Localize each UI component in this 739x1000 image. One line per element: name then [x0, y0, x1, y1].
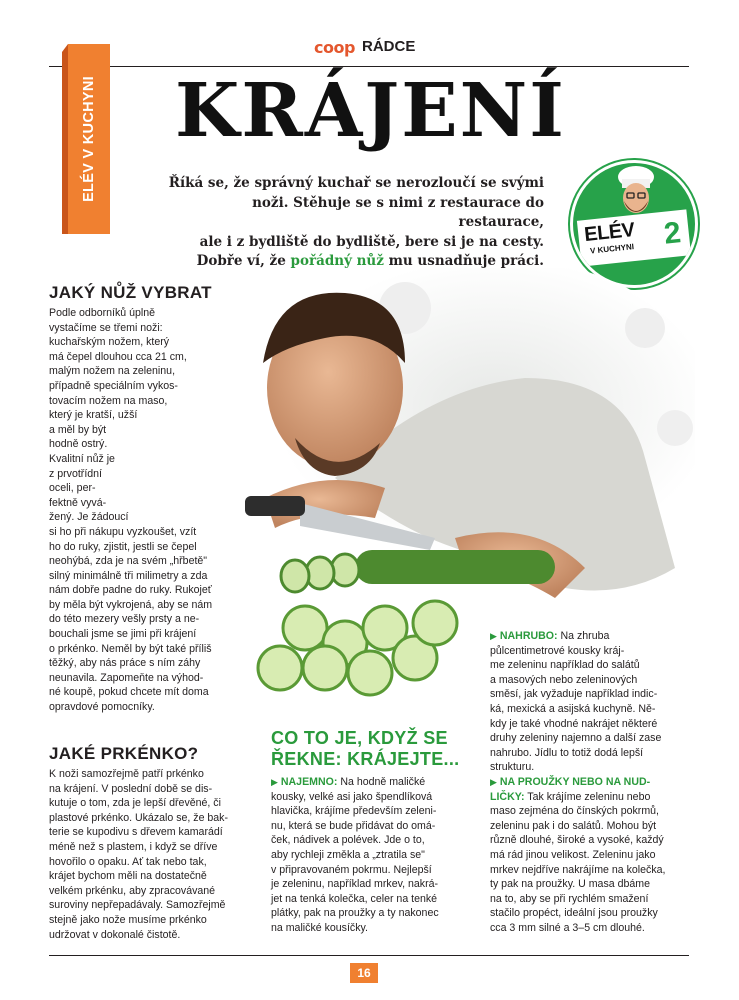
body-line: hodně ostrý.: [49, 438, 108, 451]
body-line: těžký, aby nás práce s ním záhy: [49, 657, 201, 670]
body-line: na maličké kousíčky.: [271, 921, 368, 934]
body-line: žený. Je žádoucí: [49, 511, 129, 524]
body-line: krájet bychom měli na dostatečně: [49, 870, 207, 883]
body-line: aby rychleji změkla a „ztratila se": [271, 848, 425, 861]
series-tag-text: ELÉV V KUCHYNI: [81, 76, 97, 202]
body-line: fektně vyvá-: [49, 496, 107, 509]
section-najemno-text: [271, 775, 439, 936]
body-line: směsí, jak vyžaduje například indic-: [490, 688, 658, 701]
najemno-first-line: [271, 775, 439, 790]
body-line: o prkénko. Neměl by být také příliš: [49, 642, 212, 655]
badge-title: ELÉV: [583, 218, 636, 247]
heading-cutting: [271, 728, 459, 770]
body-line: na krájení. V poslední době se dis-: [49, 782, 213, 795]
triangle-right-icon: ▶: [271, 777, 278, 787]
series-tag: [68, 44, 110, 234]
body-line: kutuje o tom, zda je lepší dřevěné, či: [49, 797, 221, 810]
body-line: velkém prkénku, aby zpracovávané: [49, 884, 216, 897]
prouzky-text: Tak krájíme zeleninu nebo: [524, 790, 651, 803]
badge-subtitle: V KUCHYNI: [589, 242, 635, 256]
body-line: silný minimálně tři milimetry a zda: [49, 569, 208, 582]
body-line: kousky, velké asi jako špendlíková: [271, 790, 433, 803]
body-line: případně speciálním vykos-: [49, 379, 178, 392]
body-line: různě dlouhé, široké a vysoké, každý: [490, 834, 664, 847]
body-line: a měl by být: [49, 423, 107, 436]
lead-text: mu usnadňuje práci.: [383, 253, 544, 269]
page-header: [0, 30, 739, 70]
body-line: hlavička, krájíme především zeleni-: [271, 805, 437, 818]
body-line: v připravovaném pokrmu. Nejlepší: [271, 863, 432, 876]
body-line: méně než s plastem, i když se dříve: [49, 840, 218, 853]
body-line: který je kratší, užší: [49, 409, 138, 422]
body-line: terie se kupodivu s dřevem kamarádí: [49, 826, 223, 839]
body-line: neunavila. Zapomeňte na výhod-: [49, 671, 204, 684]
body-line: K noži samozřejmě patří prkénko: [49, 768, 204, 780]
body-line: cca 3 mm silné a 3–5 cm dlouhé.: [490, 921, 645, 934]
header-rule: [49, 66, 689, 67]
prouzky-label-cont: LIČKY:: [490, 790, 525, 803]
body-line: do této mezery vešly prsty a ne-: [49, 613, 200, 626]
body-line: udržovat v dokonalé čistotě.: [49, 928, 181, 941]
lead-line: ale i z bydliště do bydliště, bere si je na cesty.: [199, 233, 544, 250]
body-line: má rád jinou velikost. Zeleninu jako: [490, 848, 656, 861]
body-line: by měla být vykrojená, aby se nám: [49, 598, 213, 611]
page-number: 16: [350, 963, 378, 983]
lead-line: Říká se, že správný kuchař se nerozloučí se svými: [168, 175, 544, 191]
heading-board: JAKÉ PRKÉNKO?: [49, 744, 199, 763]
nahrubo-first-line: [490, 629, 665, 644]
coop-logo: coop: [314, 38, 355, 57]
lead-line: noži. Stěhuje se s nimi z restaurace do restaurace,: [252, 194, 544, 230]
body-line: na to, aby se při rychlém smažení: [490, 892, 649, 905]
prouzky-label: NA PROUŽKY NEBO NA NUD-: [499, 775, 651, 788]
chef-illustration: [605, 165, 667, 217]
prouzky-label-line: [490, 775, 665, 790]
body-line: druhy zeleniny najemno a další zase: [490, 732, 662, 745]
body-line: z prvotřídní: [49, 467, 102, 480]
body-line: opravdové pomocníky.: [49, 701, 155, 714]
body-line: tovacím nožem na maso,: [49, 394, 168, 407]
badge-number: 2: [662, 216, 683, 251]
body-line: Kvalitní nůž je: [49, 452, 115, 465]
body-line: stejně jako nože musíme prkénko: [49, 913, 207, 926]
body-line: kdy je také vhodné nakrájet některé: [490, 717, 658, 730]
najemno-text: Na hodně maličké: [337, 776, 426, 788]
body-line: suroviny nepřepadávaly. Samozřejmě: [49, 899, 226, 912]
body-line: ty pak na proužky. U masa dbáme: [490, 878, 650, 891]
body-line: ká, mexická a asijská kuchyně. Ně-: [490, 702, 656, 715]
body-line: vystačíme se třemi noži:: [49, 321, 163, 334]
body-line: oceli, per-: [49, 482, 96, 495]
body-line: má čepel dlouhou cca 21 cm,: [49, 350, 187, 363]
body-line: me zeleninu například do salátů: [490, 659, 640, 672]
nahrubo-text: Na zhruba: [557, 630, 610, 642]
lead-paragraph: [168, 174, 544, 272]
body-line: nahrubo. Jídlu to totiž dodá lepší: [490, 746, 644, 759]
body-line: strukturu.: [490, 761, 535, 774]
body-line: kuchařským nožem, který: [49, 336, 170, 349]
body-line: plastové prkénko. Ukázalo se, že bak-: [49, 811, 229, 824]
body-line: půlcentimetrové kousky kráj-: [490, 644, 625, 657]
heading-knife: JAKÝ NŮŽ VYBRAT: [49, 283, 212, 302]
body-line: mrkev nejdříve nakrájíme na kolečka,: [490, 863, 666, 876]
body-line: nám dobře padne do ruky. Rukojeť: [49, 584, 212, 597]
body-line: ho do ruky, zjistit, jestli se čepel: [49, 540, 197, 553]
section-nahrubo-text: [490, 629, 665, 935]
section-name: RÁDCE: [362, 38, 416, 55]
body-line: a masových nebo zeleninových: [490, 673, 638, 686]
body-line: maso zejména do čínských pokrmů,: [490, 805, 659, 818]
body-line: si ho při nákupu vyzkoušet, vzít: [49, 525, 197, 538]
section-knife-text: [49, 306, 212, 715]
body-line: neohýbá, zda je na svém „hřbetě": [49, 555, 208, 568]
najemno-label: NAJEMNO:: [280, 776, 338, 788]
triangle-right-icon: ▶: [490, 776, 497, 787]
body-line: stačilo propéct, ideální jsou proužky: [490, 907, 658, 920]
body-line: zeleninu pak i do salátů. Mohou být: [490, 819, 657, 832]
badge-sign: [577, 209, 691, 266]
body-line: malým nožem na zeleninu,: [49, 365, 176, 378]
body-line: jet na tenká kolečka, celer na tenké: [271, 892, 438, 905]
prouzky-first-line: [490, 790, 665, 805]
body-line: ček, nádivek a polévek. Jde o to,: [271, 834, 425, 847]
article-title: KRÁJENÍ: [175, 68, 566, 154]
triangle-right-icon: ▶: [490, 631, 497, 641]
nahrubo-label: NAHRUBO:: [499, 630, 558, 642]
body-line: hovořilo o opaku. Ať tak nebo tak,: [49, 855, 207, 868]
lead-text: Dobře ví, že: [196, 253, 291, 269]
body-line: bouchali jsme se jimi při krájení: [49, 628, 197, 641]
heading-line: ŘEKNE: KRÁJEJTE...: [271, 749, 460, 769]
heading-line: CO TO JE, KDYŽ SE: [271, 728, 448, 748]
body-line: nu, která se bude přidávat do omá-: [271, 819, 436, 832]
footer-rule: [49, 955, 689, 956]
section-board-text: [49, 767, 228, 942]
body-line: plátky, pak na proužky a ty nakonec: [271, 907, 439, 920]
lead-highlight: pořádný nůž: [290, 253, 384, 269]
body-line: né koupě, pokud chcete mít doma: [49, 686, 209, 699]
body-line: Podle odborníků úplně: [49, 307, 156, 319]
body-line: je zeleninu, například mrkev, nakrá-: [271, 878, 439, 891]
